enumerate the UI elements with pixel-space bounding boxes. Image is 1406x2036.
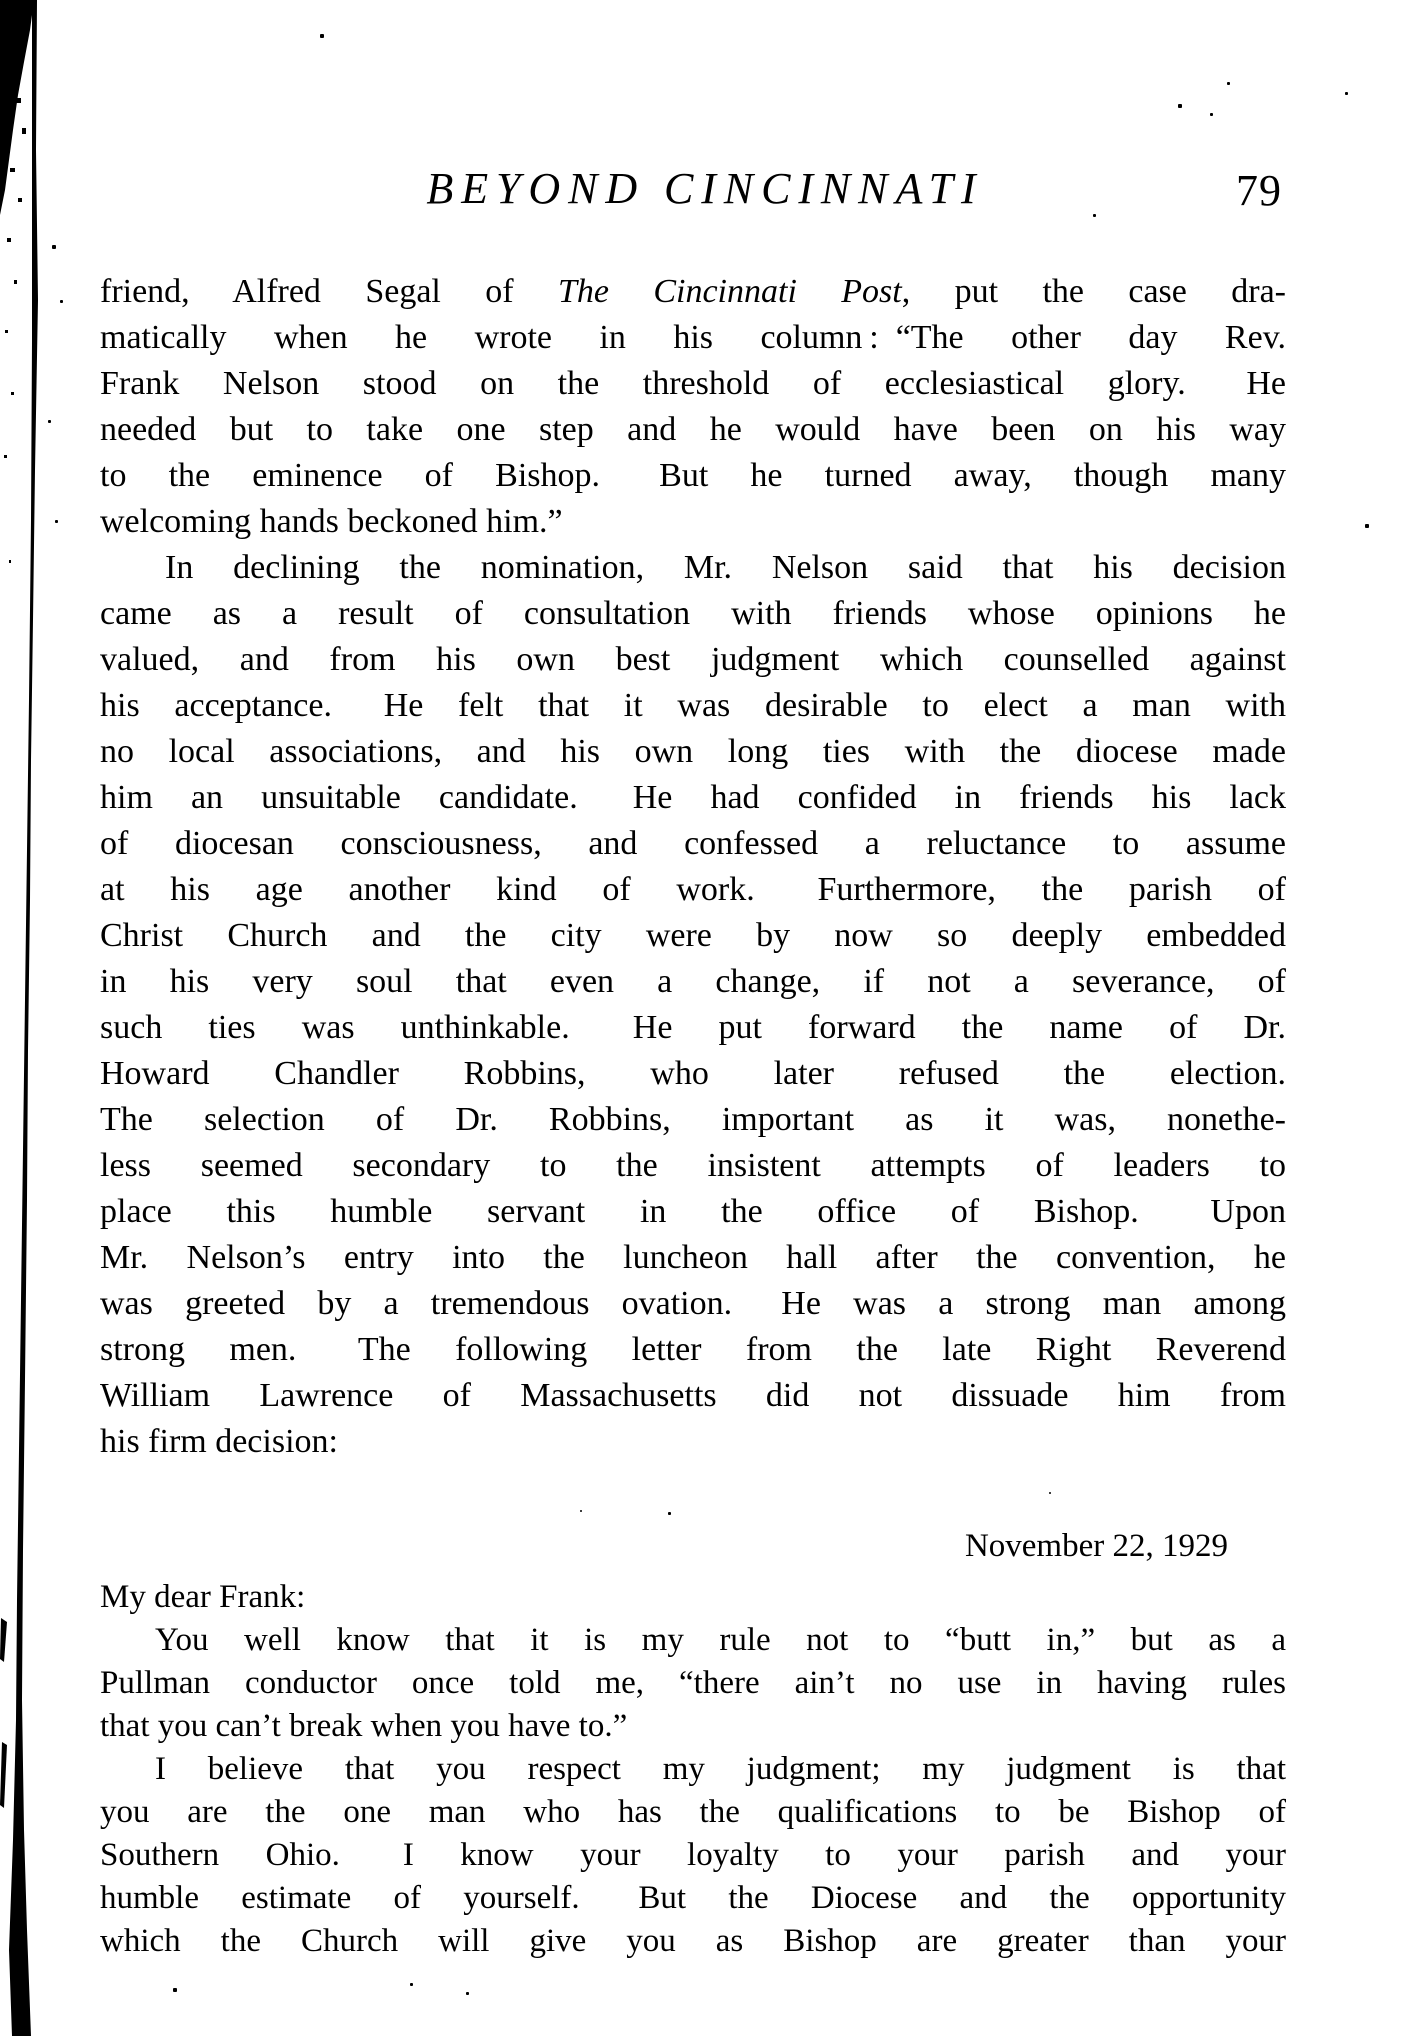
text-line: valued, and from his own best judgment which counselled against	[100, 641, 1286, 678]
text-line: You well know that it is my rule not to “butt in,” but as a	[155, 1622, 1286, 1658]
text-line: place this humble servant in the office of Bishop. Upon	[100, 1193, 1286, 1230]
text-line: no local associations, and his own long ties with the diocese made	[100, 733, 1286, 770]
text-block	[100, 0, 1286, 1963]
text-line: was greeted by a tremendous ovation. He was a strong man among	[100, 1285, 1286, 1322]
scan-speck	[1178, 104, 1182, 108]
branch-mark-shape	[0, 1618, 7, 1662]
branch-mark-shape	[0, 1742, 7, 1808]
quoted-letter	[100, 1523, 1286, 1963]
text-line: of diocesan consciousness, and confessed a reluctance to assume	[100, 825, 1286, 862]
text-line: which the Church will give you as Bishop are greater than your	[100, 1923, 1286, 1959]
scan-speck	[1093, 214, 1096, 217]
body-text	[100, 269, 1286, 1465]
scan-speck	[668, 1512, 671, 1515]
scan-speck	[320, 34, 324, 38]
text-line: The selection of Dr. Robbins, important as it was, nonethe-	[100, 1101, 1286, 1138]
text-line: his acceptance. He felt that it was desirable to elect a man with	[100, 687, 1286, 724]
text-line: that you can’t break when you have to.”	[100, 1708, 628, 1744]
text-line: Frank Nelson stood on the threshold of ecclesiastical glory. He	[100, 365, 1286, 402]
vertical-scan-line-shape	[9, 0, 38, 2036]
scan-speck	[1365, 524, 1369, 528]
text-line: humble estimate of yourself. But the Diocese and the opportunity	[100, 1880, 1286, 1916]
text-line: In declining the nomination, Mr. Nelson said that his decision	[165, 549, 1286, 586]
scan-speck	[60, 300, 63, 303]
text-line: him an unsuitable candidate. He had confided in friends his lack	[100, 779, 1286, 816]
text-line: needed but to take one step and he would have been on his way	[100, 411, 1286, 448]
letter-body	[100, 1619, 1286, 1963]
text-line: Christ Church and the city were by now so deeply embedded	[100, 917, 1286, 954]
italic-text-segment: The Cincinnati Post	[557, 273, 902, 310]
text-line: Howard Chandler Robbins, who later refused the election.	[100, 1055, 1286, 1092]
scan-speck	[48, 420, 51, 423]
text-line: welcoming hands beckoned him.”	[100, 503, 563, 540]
scan-speck	[55, 520, 58, 523]
scan-speck	[1049, 1492, 1051, 1494]
scan-speck	[173, 1988, 177, 1992]
scan-speck	[410, 1983, 413, 1986]
text-line: less seemed secondary to the insistent attempts of leaders to	[100, 1147, 1286, 1184]
text-line: came as a result of consultation with friends whose opinions he	[100, 595, 1286, 632]
text-line: in his very soul that even a change, if not a severance, of	[100, 963, 1286, 1000]
running-header-title: BEYOND CINCINNATI	[426, 164, 984, 213]
page-number: 79	[1236, 166, 1282, 215]
text-line: strong men. The following letter from the late Right Reverend	[100, 1331, 1286, 1368]
scan-edge-binding-artifact	[0, 0, 70, 2036]
text-line: Southern Ohio. I know your loyalty to your parish and your	[100, 1837, 1286, 1873]
text-line	[100, 269, 1286, 315]
letter-date: November 22, 1929	[964, 1528, 1228, 1564]
text-line: to the eminence of Bishop. But he turned away, though many	[100, 457, 1286, 494]
text-line: at his age another kind of work. Furthermore, the parish of	[100, 871, 1286, 908]
text-line: Pullman conductor once told me, “there ain’t no use in having rules	[100, 1665, 1286, 1701]
text-line: such ties was unthinkable. He put forward the name of Dr.	[100, 1009, 1286, 1046]
text-line: matically when he wrote in his column : “The other day Rev.	[100, 319, 1286, 356]
scan-speck	[52, 245, 56, 249]
text-line: I believe that you respect my judgment; my judgment is that	[155, 1751, 1286, 1787]
text-segment: friend, Alfred Segal of	[100, 273, 558, 310]
corner-blob-shape	[0, 0, 34, 215]
running-header	[100, 163, 1286, 215]
scan-speck	[580, 1510, 582, 1512]
scan-speck	[1227, 82, 1230, 85]
scan-speck	[1345, 92, 1348, 95]
scan-speck	[1210, 113, 1213, 116]
speckle-dots	[4, 98, 26, 563]
letter-salutation: My dear Frank:	[100, 1579, 306, 1615]
text-line: William Lawrence of Massachusetts did not dissuade him from	[100, 1377, 1286, 1414]
scan-speck	[466, 1992, 469, 1995]
text-line: Mr. Nelson’s entry into the luncheon hall after the convention, he	[100, 1239, 1286, 1276]
text-segment: , put the case dra-	[901, 273, 1287, 310]
text-line: you are the one man who has the qualifications to be Bishop of	[100, 1794, 1286, 1830]
text-line: his firm decision:	[100, 1423, 338, 1460]
